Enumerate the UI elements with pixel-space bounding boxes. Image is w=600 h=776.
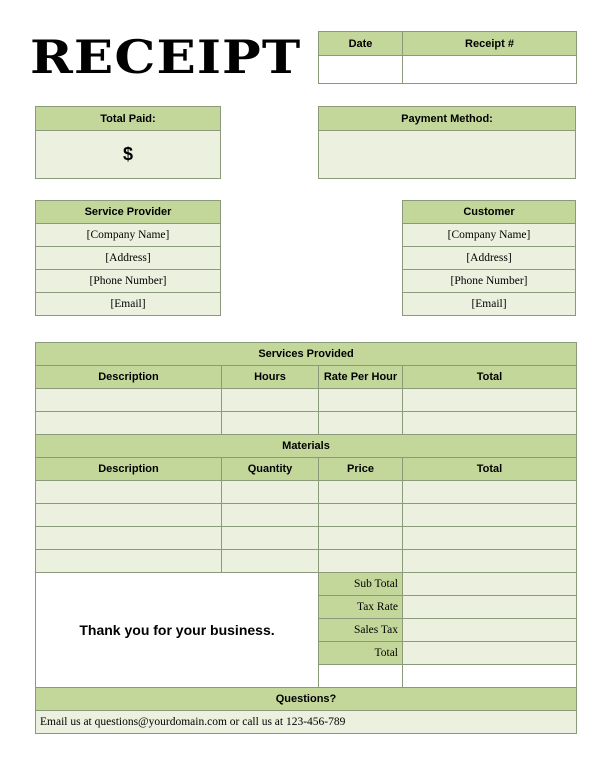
service-total-cell[interactable] xyxy=(403,412,577,435)
material-quantity-cell[interactable] xyxy=(222,527,319,550)
service-rate-cell[interactable] xyxy=(319,412,403,435)
payment-method-label: Payment Method: xyxy=(319,107,576,131)
material-price-cell[interactable] xyxy=(319,481,403,504)
date-label: Date xyxy=(319,32,403,56)
totals-spacer xyxy=(319,665,403,688)
material-description-cell[interactable] xyxy=(36,481,222,504)
provider-address[interactable]: [Address] xyxy=(36,247,221,270)
provider-phone[interactable]: [Phone Number] xyxy=(36,270,221,293)
services-col-total: Total xyxy=(403,366,577,389)
date-receipt-table xyxy=(318,31,577,84)
table-row xyxy=(36,389,577,412)
services-col-description: Description xyxy=(36,366,222,389)
totals-spacer xyxy=(403,665,577,688)
material-total-cell[interactable] xyxy=(403,481,577,504)
sales-tax-label: Sales Tax xyxy=(319,619,403,642)
material-quantity-cell[interactable] xyxy=(222,481,319,504)
thank-you-message: Thank you for your business. xyxy=(36,573,319,688)
receipt-title: RECEIPT xyxy=(30,30,302,84)
provider-email[interactable]: [Email] xyxy=(36,293,221,316)
total-label: Total xyxy=(319,642,403,665)
subtotal-value[interactable] xyxy=(403,573,577,596)
customer-table xyxy=(402,200,576,316)
customer-address[interactable]: [Address] xyxy=(403,247,576,270)
materials-col-quantity: Quantity xyxy=(222,458,319,481)
material-description-cell[interactable] xyxy=(36,504,222,527)
materials-heading: Materials xyxy=(36,435,577,458)
materials-col-description: Description xyxy=(36,458,222,481)
date-value-cell[interactable] xyxy=(319,56,403,84)
materials-col-price: Price xyxy=(319,458,403,481)
tax-rate-value[interactable] xyxy=(403,596,577,619)
receipt-number-cell[interactable] xyxy=(403,56,577,84)
customer-email[interactable]: [Email] xyxy=(403,293,576,316)
provider-company[interactable]: [Company Name] xyxy=(36,224,221,247)
services-col-hours: Hours xyxy=(222,366,319,389)
table-row xyxy=(36,504,577,527)
material-total-cell[interactable] xyxy=(403,527,577,550)
material-total-cell[interactable] xyxy=(403,550,577,573)
material-quantity-cell[interactable] xyxy=(222,550,319,573)
service-total-cell[interactable] xyxy=(403,389,577,412)
questions-contact: Email us at questions@yourdomain.com or call us at 123-456-789 xyxy=(36,711,577,734)
subtotal-label: Sub Total xyxy=(319,573,403,596)
material-price-cell[interactable] xyxy=(319,504,403,527)
table-row xyxy=(36,412,577,435)
material-quantity-cell[interactable] xyxy=(222,504,319,527)
payment-method-value[interactable] xyxy=(319,131,576,179)
material-total-cell[interactable] xyxy=(403,504,577,527)
service-provider-heading: Service Provider xyxy=(36,201,221,224)
service-rate-cell[interactable] xyxy=(319,389,403,412)
services-col-rate: Rate Per Hour xyxy=(319,366,403,389)
customer-phone[interactable]: [Phone Number] xyxy=(403,270,576,293)
total-paid-label: Total Paid: xyxy=(36,107,221,131)
total-paid-table xyxy=(35,106,221,179)
services-materials-table xyxy=(35,342,577,734)
questions-heading: Questions? xyxy=(36,688,577,711)
total-value[interactable] xyxy=(403,642,577,665)
sales-tax-value[interactable] xyxy=(403,619,577,642)
payment-method-table xyxy=(318,106,576,179)
table-row xyxy=(36,527,577,550)
service-provider-table xyxy=(35,200,221,316)
service-hours-cell[interactable] xyxy=(222,389,319,412)
table-row xyxy=(36,481,577,504)
material-description-cell[interactable] xyxy=(36,550,222,573)
services-heading: Services Provided xyxy=(36,343,577,366)
material-price-cell[interactable] xyxy=(319,550,403,573)
tax-rate-label: Tax Rate xyxy=(319,596,403,619)
receipt-number-label: Receipt # xyxy=(403,32,577,56)
total-paid-value[interactable]: $ xyxy=(36,131,221,179)
material-description-cell[interactable] xyxy=(36,527,222,550)
materials-col-total: Total xyxy=(403,458,577,481)
table-row xyxy=(36,550,577,573)
service-description-cell[interactable] xyxy=(36,412,222,435)
service-hours-cell[interactable] xyxy=(222,412,319,435)
service-description-cell[interactable] xyxy=(36,389,222,412)
customer-company[interactable]: [Company Name] xyxy=(403,224,576,247)
customer-heading: Customer xyxy=(403,201,576,224)
material-price-cell[interactable] xyxy=(319,527,403,550)
